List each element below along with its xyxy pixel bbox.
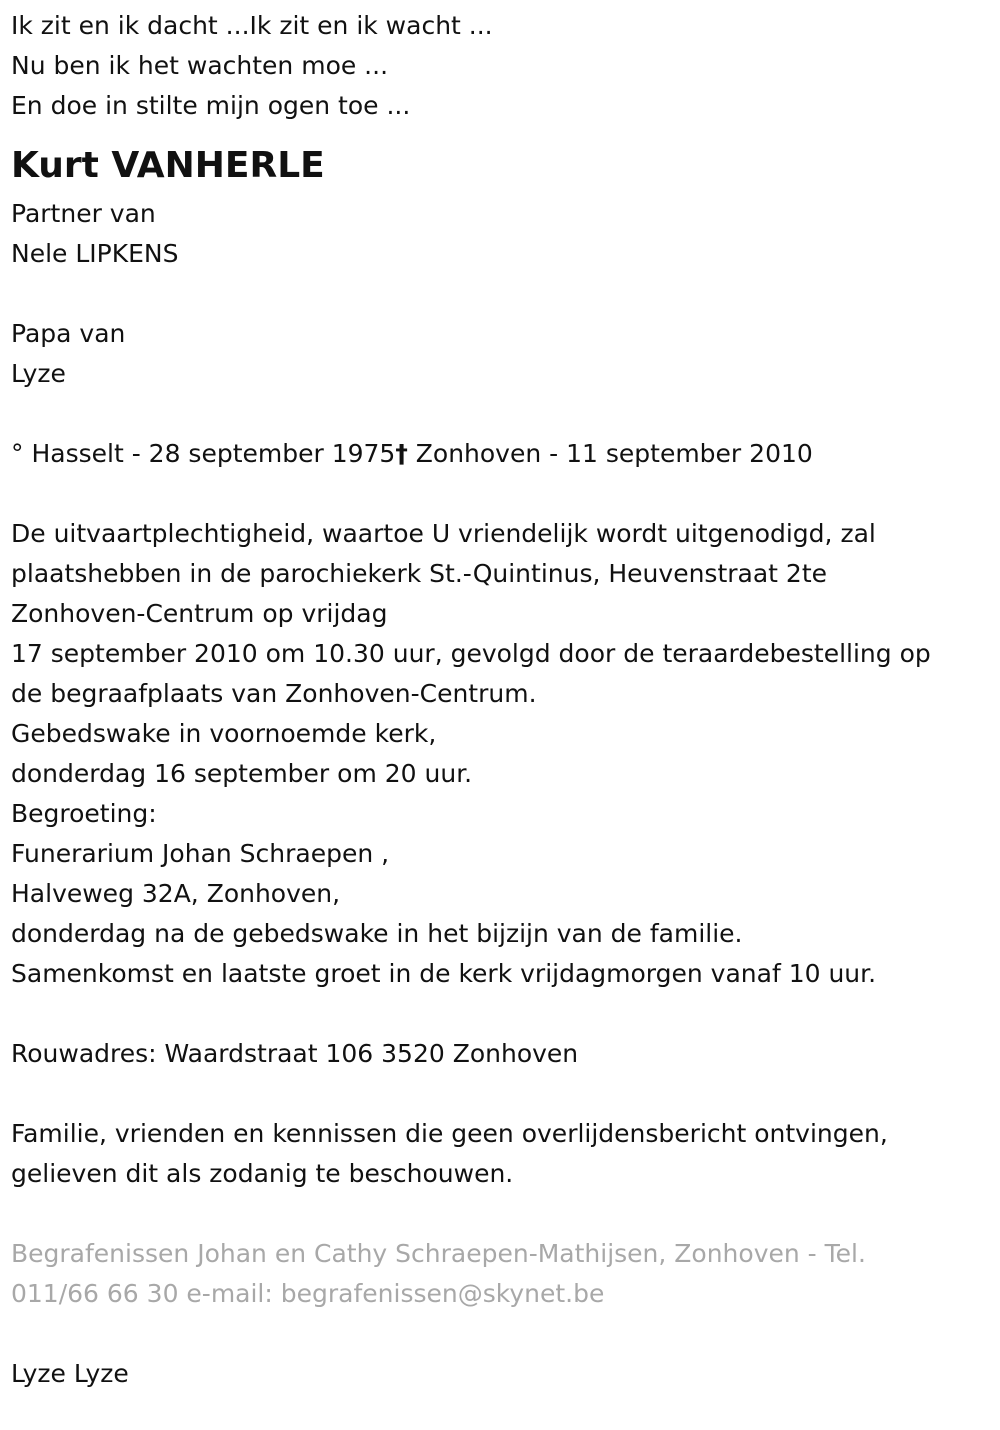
notice-line: Familie, vrienden en kennissen die geen overlijdensbericht ontvingen, [11, 1119, 888, 1148]
partner-label: Partner van [11, 199, 156, 228]
ceremony-line: Zonhoven-Centrum op vrijdag [11, 599, 388, 628]
relations [11, 194, 991, 394]
ceremony-line: Gebedswake in voornoemde kerk, [11, 719, 437, 748]
deceased-name: Kurt VANHERLE [11, 145, 325, 186]
poem-line: Nu ben ik het wachten moe ... [11, 51, 389, 80]
ceremony-line: Halveweg 32A, Zonhoven, [11, 879, 341, 908]
mourning-address: Rouwadres: Waardstraat 106 3520 Zonhoven [11, 1039, 579, 1068]
funeral-home-line: Begrafenissen Johan en Cathy Schraepen-Mathijsen, Zonhoven - Tel. [11, 1239, 866, 1268]
ceremony-line: de begraafplaats van Zonhoven-Centrum. [11, 679, 537, 708]
life-dates [11, 434, 991, 474]
cross-icon: † [395, 439, 408, 468]
poem-line: En doe in stilte mijn ogen toe ... [11, 91, 411, 120]
ceremony-line: Funerarium Johan Schraepen , [11, 839, 390, 868]
birth-info: ° Hasselt - 28 september 1975 [11, 439, 396, 468]
ceremony-line: plaatshebben in de parochiekerk St.-Quintinus, Heuvenstraat 2te [11, 559, 828, 588]
ceremony-line: Begroeting: [11, 799, 157, 828]
obituary-page [11, 6, 991, 1394]
child-label: Papa van [11, 319, 126, 348]
death-info: Zonhoven - 11 september 2010 [407, 439, 813, 468]
ceremony-line: 17 september 2010 om 10.30 uur, gevolgd door de teraardebestelling op [11, 639, 931, 668]
partner-name: Nele LIPKENS [11, 239, 179, 268]
signature: Lyze Lyze [11, 1359, 129, 1388]
child-name: Lyze [11, 359, 66, 388]
funeral-home-line: 011/66 66 30 e-mail: begrafenissen@skynet.be [11, 1279, 605, 1308]
ceremony-line: donderdag na de gebedswake in het bijzijn van de familie. [11, 919, 743, 948]
ceremony-line: donderdag 16 september om 20 uur. [11, 759, 473, 788]
ceremony-line: Samenkomst en laatste groet in de kerk vrijdagmorgen vanaf 10 uur. [11, 959, 877, 988]
poem-line: Ik zit en ik dacht ...Ik zit en ik wacht ... [11, 11, 493, 40]
ceremony-details [11, 514, 991, 994]
funeral-home-info [11, 1234, 991, 1314]
notice-line: gelieven dit als zodanig te beschouwen. [11, 1159, 514, 1188]
ceremony-line: De uitvaartplechtigheid, waartoe U vriendelijk wordt uitgenodigd, zal [11, 519, 876, 548]
poem [11, 6, 991, 126]
notice [11, 1114, 991, 1194]
